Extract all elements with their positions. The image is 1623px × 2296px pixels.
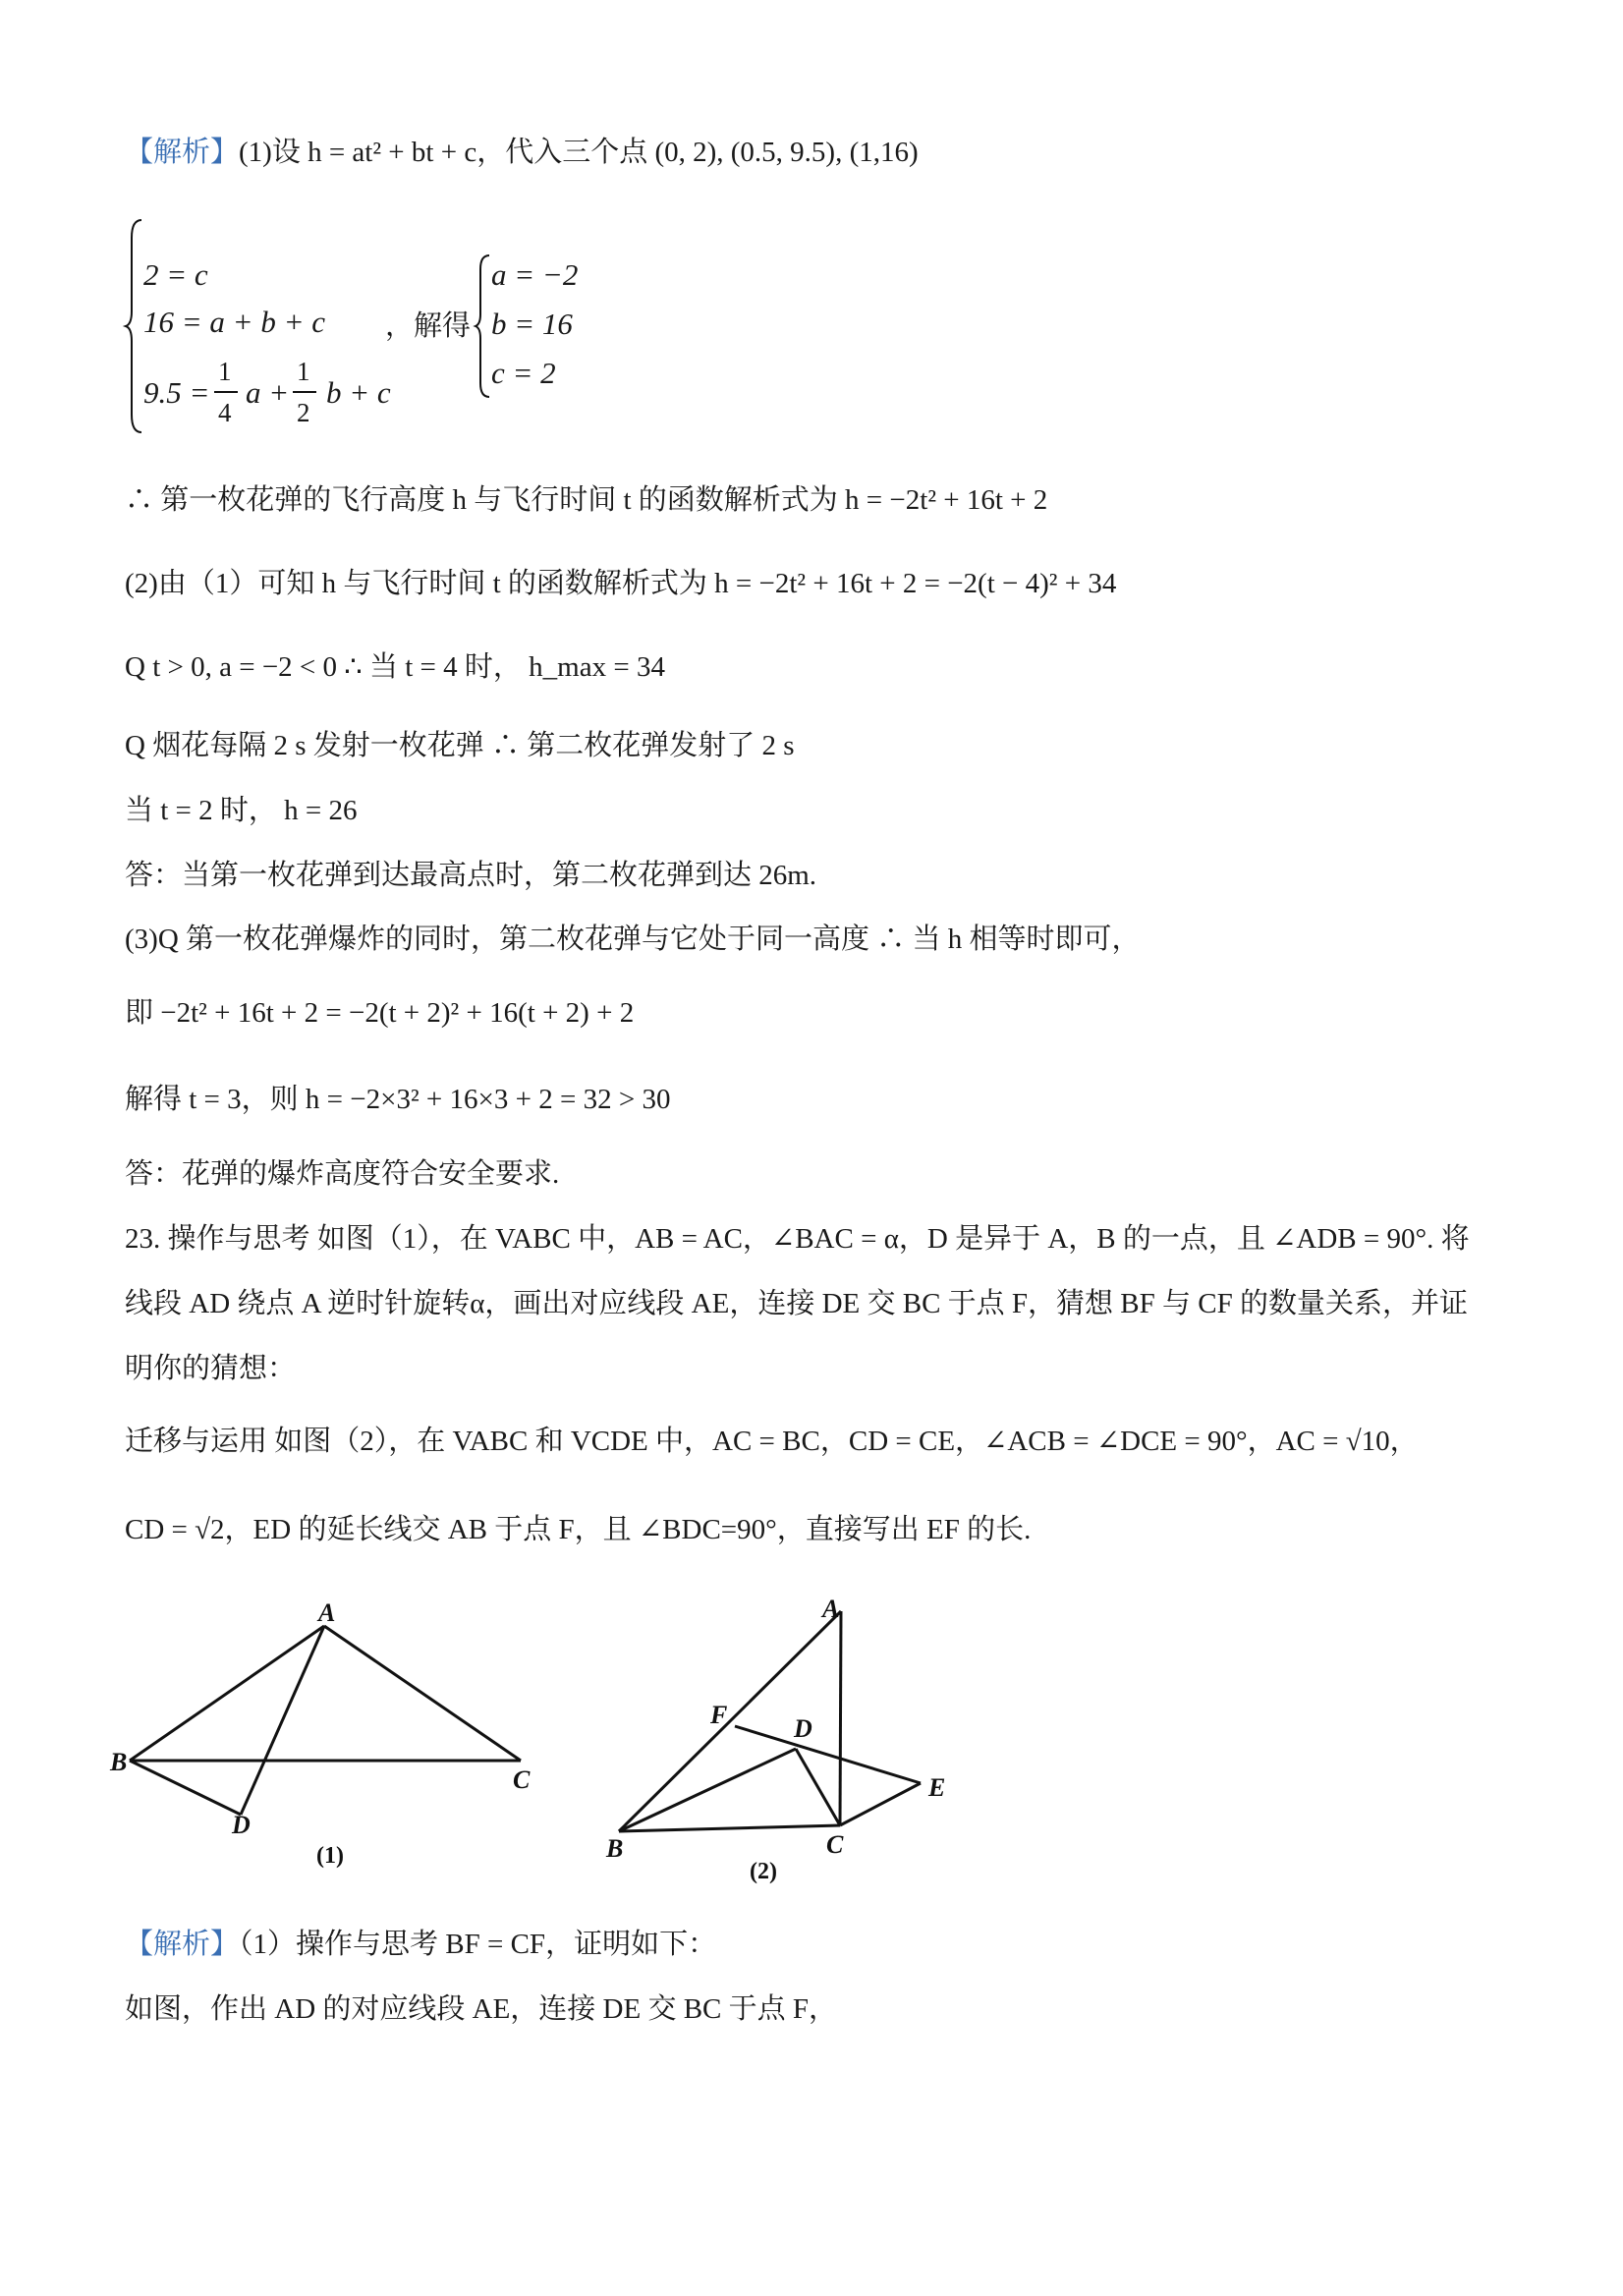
analysis-text-2: （1）操作与思考 BF = CF，证明如下：: [239, 1929, 717, 1960]
fig2-label-c: C: [826, 1830, 844, 1859]
line-equation: 即 −2t² + 16t + 2 = −2(t + 2)² + 16(t + 2) + 2: [125, 997, 635, 1029]
left-brace-1: [126, 218, 145, 434]
analysis-paragraph-1: [125, 134, 919, 171]
fig2-segment-bd: [619, 1749, 796, 1831]
fig1-label-a: A: [318, 1598, 336, 1627]
fig2-label-b: B: [606, 1834, 624, 1863]
line-solve-t: 解得 t = 3，则 h = −2×3² + 16×3 + 2 = 32 > 30: [125, 1084, 671, 1115]
line-function-result: ∴ 第一枚花弹的飞行高度 h 与飞行时间 t 的函数解析式为 h = −2t² + 16t + 2: [125, 484, 1048, 516]
equation-3-lhs: 9.5 =: [143, 375, 210, 410]
fig2-segment-ac: [840, 1611, 841, 1825]
fig2-label-d: D: [794, 1714, 812, 1743]
line-transfer: 迁移与运用 如图（2），在 VABC 和 VCDE 中，AC = BC，CD = CE，∠ACB = ∠DCE = 90°，AC = √10，: [125, 1426, 1419, 1457]
fig2-segment-fe: [735, 1726, 921, 1783]
fig2-segment-dc: [796, 1749, 840, 1825]
line-problem-23-cont: 线段 AD 绕点 A 逆时针旋转α，画出对应线段 AE，连接 DE 交 BC 于点 F，猜想 BF 与 CF 的数量关系，并证: [125, 1288, 1468, 1319]
line-interval: Q 烟花每隔 2 s 发射一枚花弹 ∴ 第二枚花弹发射了 2 s: [125, 730, 795, 761]
fig1-label-d: D: [232, 1811, 251, 1839]
analysis-tag-2: 【解析】: [125, 1929, 240, 1960]
analysis-paragraph-2: [125, 1926, 716, 1963]
line-problem-23-end: 明你的猜想：: [125, 1353, 297, 1384]
solution-a: a = −2: [491, 257, 579, 292]
line-problem-23: 23. 操作与思考 如图（1），在 VABC 中，AB = AC，∠BAC = α，D 是异于 A，B 的一点，且 ∠ADB = 90°. 将: [125, 1223, 1470, 1255]
fig1-segment-bd: [130, 1761, 241, 1815]
fraction-1-numerator: 1: [218, 357, 232, 386]
solution-c: c = 2: [491, 356, 556, 390]
figure-2: [604, 1592, 997, 1906]
fig1-segment-ac: [324, 1626, 521, 1761]
line-part-3: (3)Q 第一枚花弹爆炸的同时，第二枚花弹与它处于同一高度 ∴ 当 h 相等时即可，: [125, 924, 1141, 955]
equation-1: 2 = c: [143, 257, 208, 292]
fig1-label-b: B: [110, 1748, 128, 1776]
line-answer-2: 答：花弹的爆炸高度符合安全要求.: [125, 1158, 560, 1190]
figure-1: [110, 1598, 589, 1886]
left-brace-2: [476, 253, 491, 399]
fig2-label-f: F: [710, 1701, 728, 1729]
fig1-caption: (1): [316, 1843, 344, 1869]
solution-b: b = 16: [491, 307, 573, 341]
fig2-label-e: E: [928, 1773, 946, 1802]
line-construction: 如图，作出 AD 的对应线段 AE，连接 DE 交 BC 于点 F，: [125, 1993, 838, 2025]
line-part-2: (2)由（1）可知 h 与飞行时间 t 的函数解析式为 h = −2t² + 16t + 2 = −2(t − 4)² + 34: [125, 568, 1117, 599]
fig2-caption: (2): [750, 1859, 777, 1884]
fraction-2-numerator: 1: [297, 357, 310, 386]
line-t-equals-2: 当 t = 2 时， h = 26: [125, 795, 358, 826]
fig2-segment-ce: [840, 1783, 921, 1825]
analysis-tag: 【解析】: [125, 137, 240, 168]
analysis-text-1: (1)设 h = at² + bt + c，代入三个点 (0, 2), (0.5, 9.5), (1,16): [239, 137, 919, 168]
fig1-label-c: C: [513, 1765, 531, 1794]
solve-label: ，解得: [385, 310, 472, 342]
equation-3-term-b: b + c: [326, 375, 391, 410]
line-answer-1: 答：当第一枚花弹到达最高点时，第二枚花弹到达 26m.: [125, 860, 817, 891]
fraction-2-denominator: 2: [297, 398, 310, 427]
line-max-height: Q t > 0, a = −2 < 0 ∴ 当 t = 4 时， h_max = 34: [125, 651, 665, 683]
line-transfer-cont: CD = √2，ED 的延长线交 AB 于点 F，且 ∠BDC=90°，直接写出 EF 的长.: [125, 1514, 1032, 1545]
equation-2: 16 = a + b + c: [143, 305, 326, 339]
equation-3-term-a: a +: [246, 375, 290, 410]
fraction-1-denominator: 4: [218, 398, 232, 427]
fig2-label-a: A: [822, 1595, 840, 1623]
fig2-segment-bc: [619, 1825, 840, 1831]
